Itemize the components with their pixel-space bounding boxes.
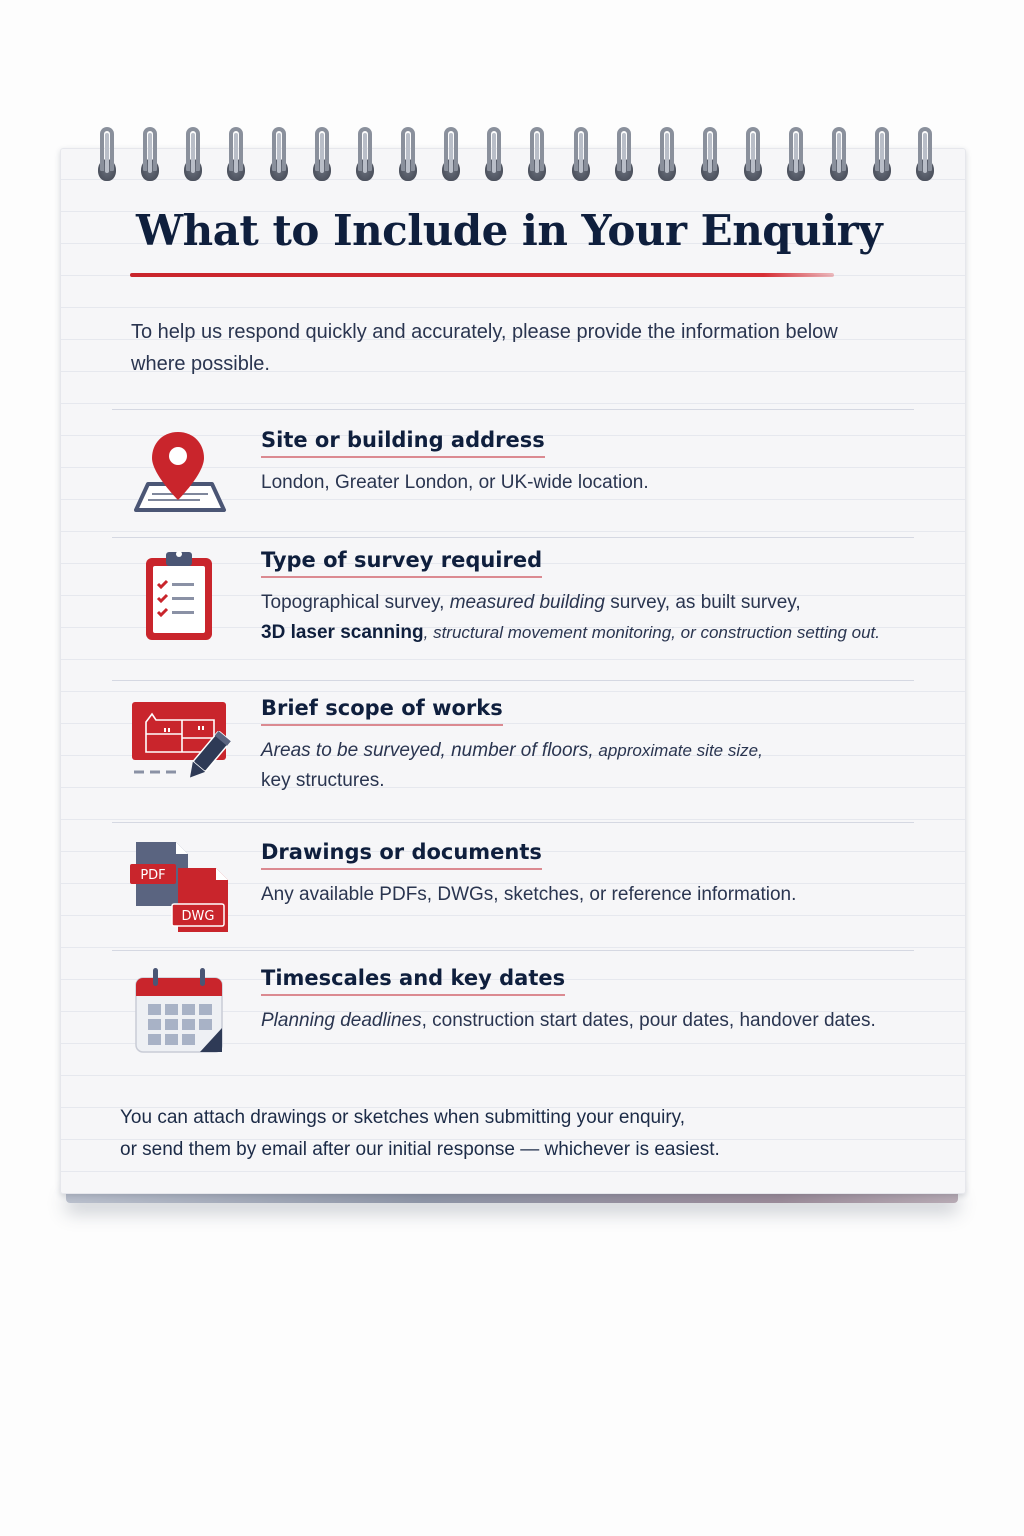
list-item-scope-of-works — [128, 696, 918, 796]
floor-plan-pencil-icon — [128, 696, 232, 792]
spiral-ring-icon — [914, 127, 936, 181]
calendar-icon — [128, 966, 232, 1062]
svg-text:DWG: DWG — [181, 909, 215, 924]
item-heading: Type of survey required — [261, 548, 542, 578]
list-item-timescales — [128, 966, 918, 1056]
spiral-ring-icon — [483, 127, 505, 181]
divider — [112, 680, 914, 681]
list-item-site-address — [128, 428, 918, 524]
pdf-dwg-files-icon — [128, 840, 232, 936]
spiral-ring-icon — [699, 127, 721, 181]
spiral-ring-icon — [225, 127, 247, 181]
spiral-ring-icon — [311, 127, 333, 181]
item-description: London, Greater London, or UK-wide location. — [261, 472, 649, 493]
divider — [112, 950, 914, 951]
closing-note-line: or send them by email after our initial response — whichever is easiest. — [120, 1139, 720, 1160]
item-heading: Site or building address — [261, 428, 545, 458]
divider — [112, 409, 914, 410]
spiral-ring-icon — [828, 127, 850, 181]
page-title: What to Include in Your Enquiry — [136, 206, 883, 255]
divider — [112, 822, 914, 823]
spiral-ring-icon — [656, 127, 678, 181]
spiral-ring-icon — [440, 127, 462, 181]
spiral-ring-icon — [871, 127, 893, 181]
spiral-ring-icon — [182, 127, 204, 181]
title-underline — [130, 273, 834, 277]
list-item-drawings — [128, 840, 918, 936]
item-description: Areas to be surveyed, number of floors, approximate site size, key structures. — [261, 740, 763, 791]
spiral-binding — [96, 127, 936, 183]
item-description: Planning deadlines, construction start dates, pour dates, handover dates. — [261, 1010, 876, 1031]
closing-note-line: You can attach drawings or sketches when submitting your enquiry, — [120, 1107, 686, 1128]
item-description: Any available PDFs, DWGs, sketches, or reference information. — [261, 884, 797, 905]
spiral-ring-icon — [96, 127, 118, 181]
spiral-ring-icon — [526, 127, 548, 181]
item-heading: Timescales and key dates — [261, 966, 565, 996]
intro-text: To help us respond quickly and accurately, please provide the information below where possible. — [131, 321, 838, 375]
divider — [112, 537, 914, 538]
item-heading: Drawings or documents — [261, 840, 542, 870]
spiral-ring-icon — [268, 127, 290, 181]
map-pin-icon — [128, 428, 232, 524]
closing-note — [120, 1102, 880, 1166]
list-item-survey-type — [128, 548, 918, 648]
item-description: Topographical survey, measured building survey, as built survey, 3D laser scanning, structural movement monitoring, or construction setting out. — [261, 592, 880, 643]
spiral-ring-icon — [397, 127, 419, 181]
spiral-ring-icon — [785, 127, 807, 181]
spiral-ring-icon — [354, 127, 376, 181]
spiral-ring-icon — [613, 127, 635, 181]
spiral-ring-icon — [139, 127, 161, 181]
svg-text:PDF: PDF — [140, 868, 166, 883]
clipboard-checklist-icon — [128, 548, 232, 644]
spiral-ring-icon — [570, 127, 592, 181]
item-heading: Brief scope of works — [261, 696, 503, 726]
spiral-ring-icon — [742, 127, 764, 181]
